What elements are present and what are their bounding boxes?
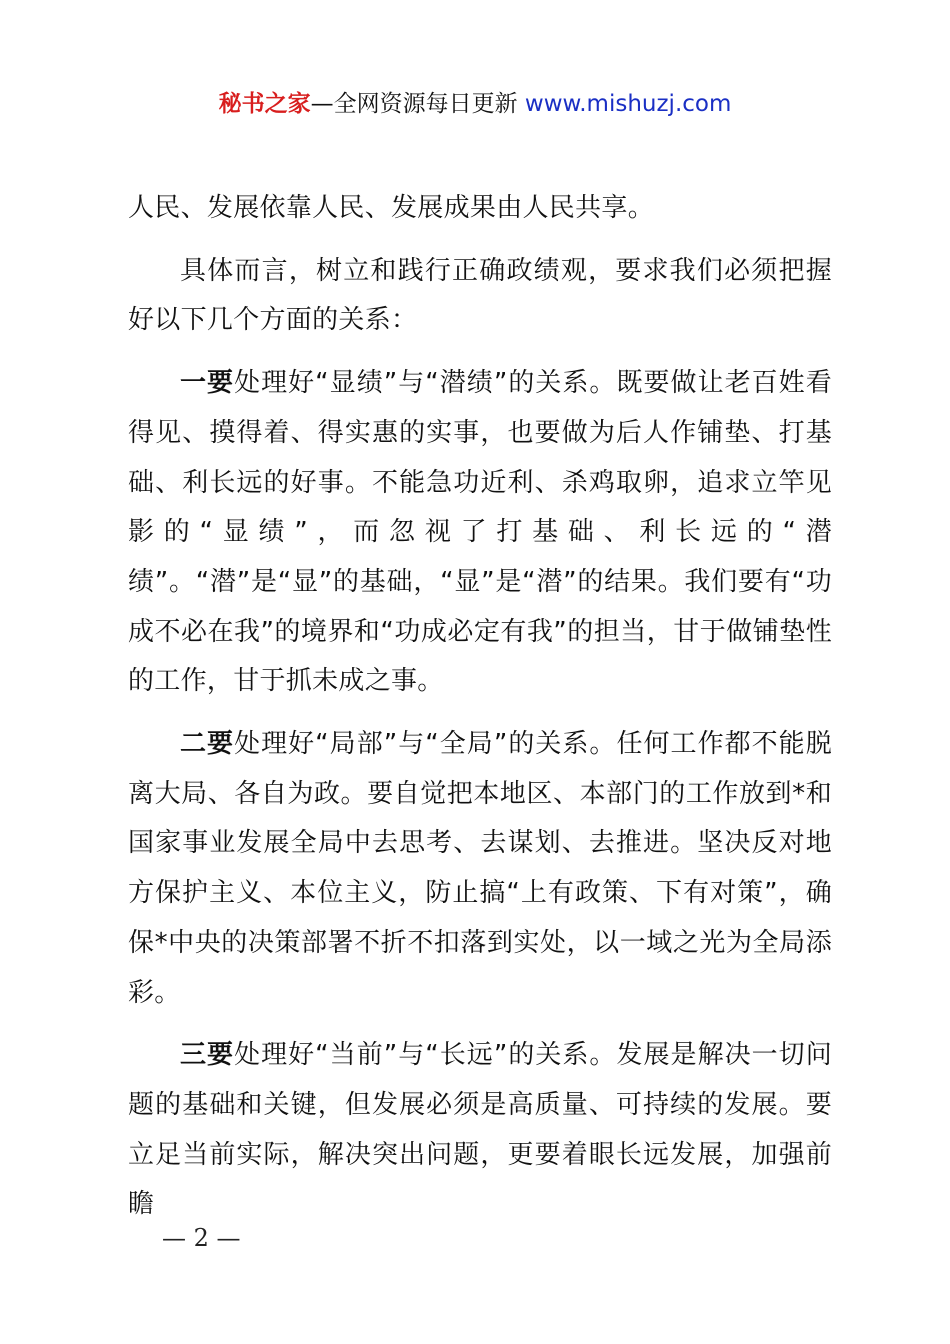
paragraph-text: 人民、发展依靠人民、发展成果由人民共享。 (128, 193, 655, 223)
paragraph-continuation (128, 184, 832, 234)
paragraph-text: 处理好“局部”与“全局”的关系。任何工作都不能脱离大局、各自为政。要自觉把本地区、本部门的工作放到*和国家事业发展全局中去思考、去谋划、去推进。坚决反对地方保护主义、本位主义，防止搞“上有政策、下有对策”，确保*中央的决策部署不折不扣落到实处，以一域之光为全局添彩。 (128, 729, 832, 1008)
site-url[interactable]: www.mishuzj.com (524, 91, 732, 117)
paragraph-text: 具体而言，树立和践行正确政绩观，要求我们必须把握好以下几个方面的关系： (128, 255, 832, 336)
paragraph-lead: 一要 (180, 368, 235, 399)
paragraph-text: 处理好“显绩”与“潜绩”的关系。既要做让老百姓看得见、摸得着、得实惠的实事，也要做为后人作铺垫、打基础、利长远的好事。不能急功近利、杀鸡取卵，追求立竿见影的“显绩”，而忽视了打基础、利长远的“潜绩”。“潜”是“显”的基础，“显”是“潜”的结果。我们要有“功成不必在我”的境界和“功成必定有我”的担当，甘于做铺垫性的工作，甘于抓未成之事。 (128, 368, 832, 697)
site-brand: 秘书之家 (218, 91, 311, 117)
paragraph-point-two (128, 720, 832, 1018)
paragraph-text: 处理好“当前”与“长远”的关系。发展是解决一切问题的基础和关键，但发展必须是高质量、可持续的发展。要立足当前实际，解决突出问题，更要着眼长远发展，加强前瞻 (128, 1040, 832, 1220)
paragraph-lead: 三要 (180, 1040, 235, 1071)
paragraph-point-one (128, 359, 832, 707)
paragraph-point-three (128, 1031, 832, 1230)
page-number: — 2 — (162, 1224, 241, 1252)
paragraph-intro (128, 247, 832, 346)
document-body (128, 184, 832, 1243)
page-header (0, 86, 950, 122)
site-tagline: —全网资源每日更新 (310, 91, 525, 117)
paragraph-lead: 二要 (180, 729, 235, 760)
